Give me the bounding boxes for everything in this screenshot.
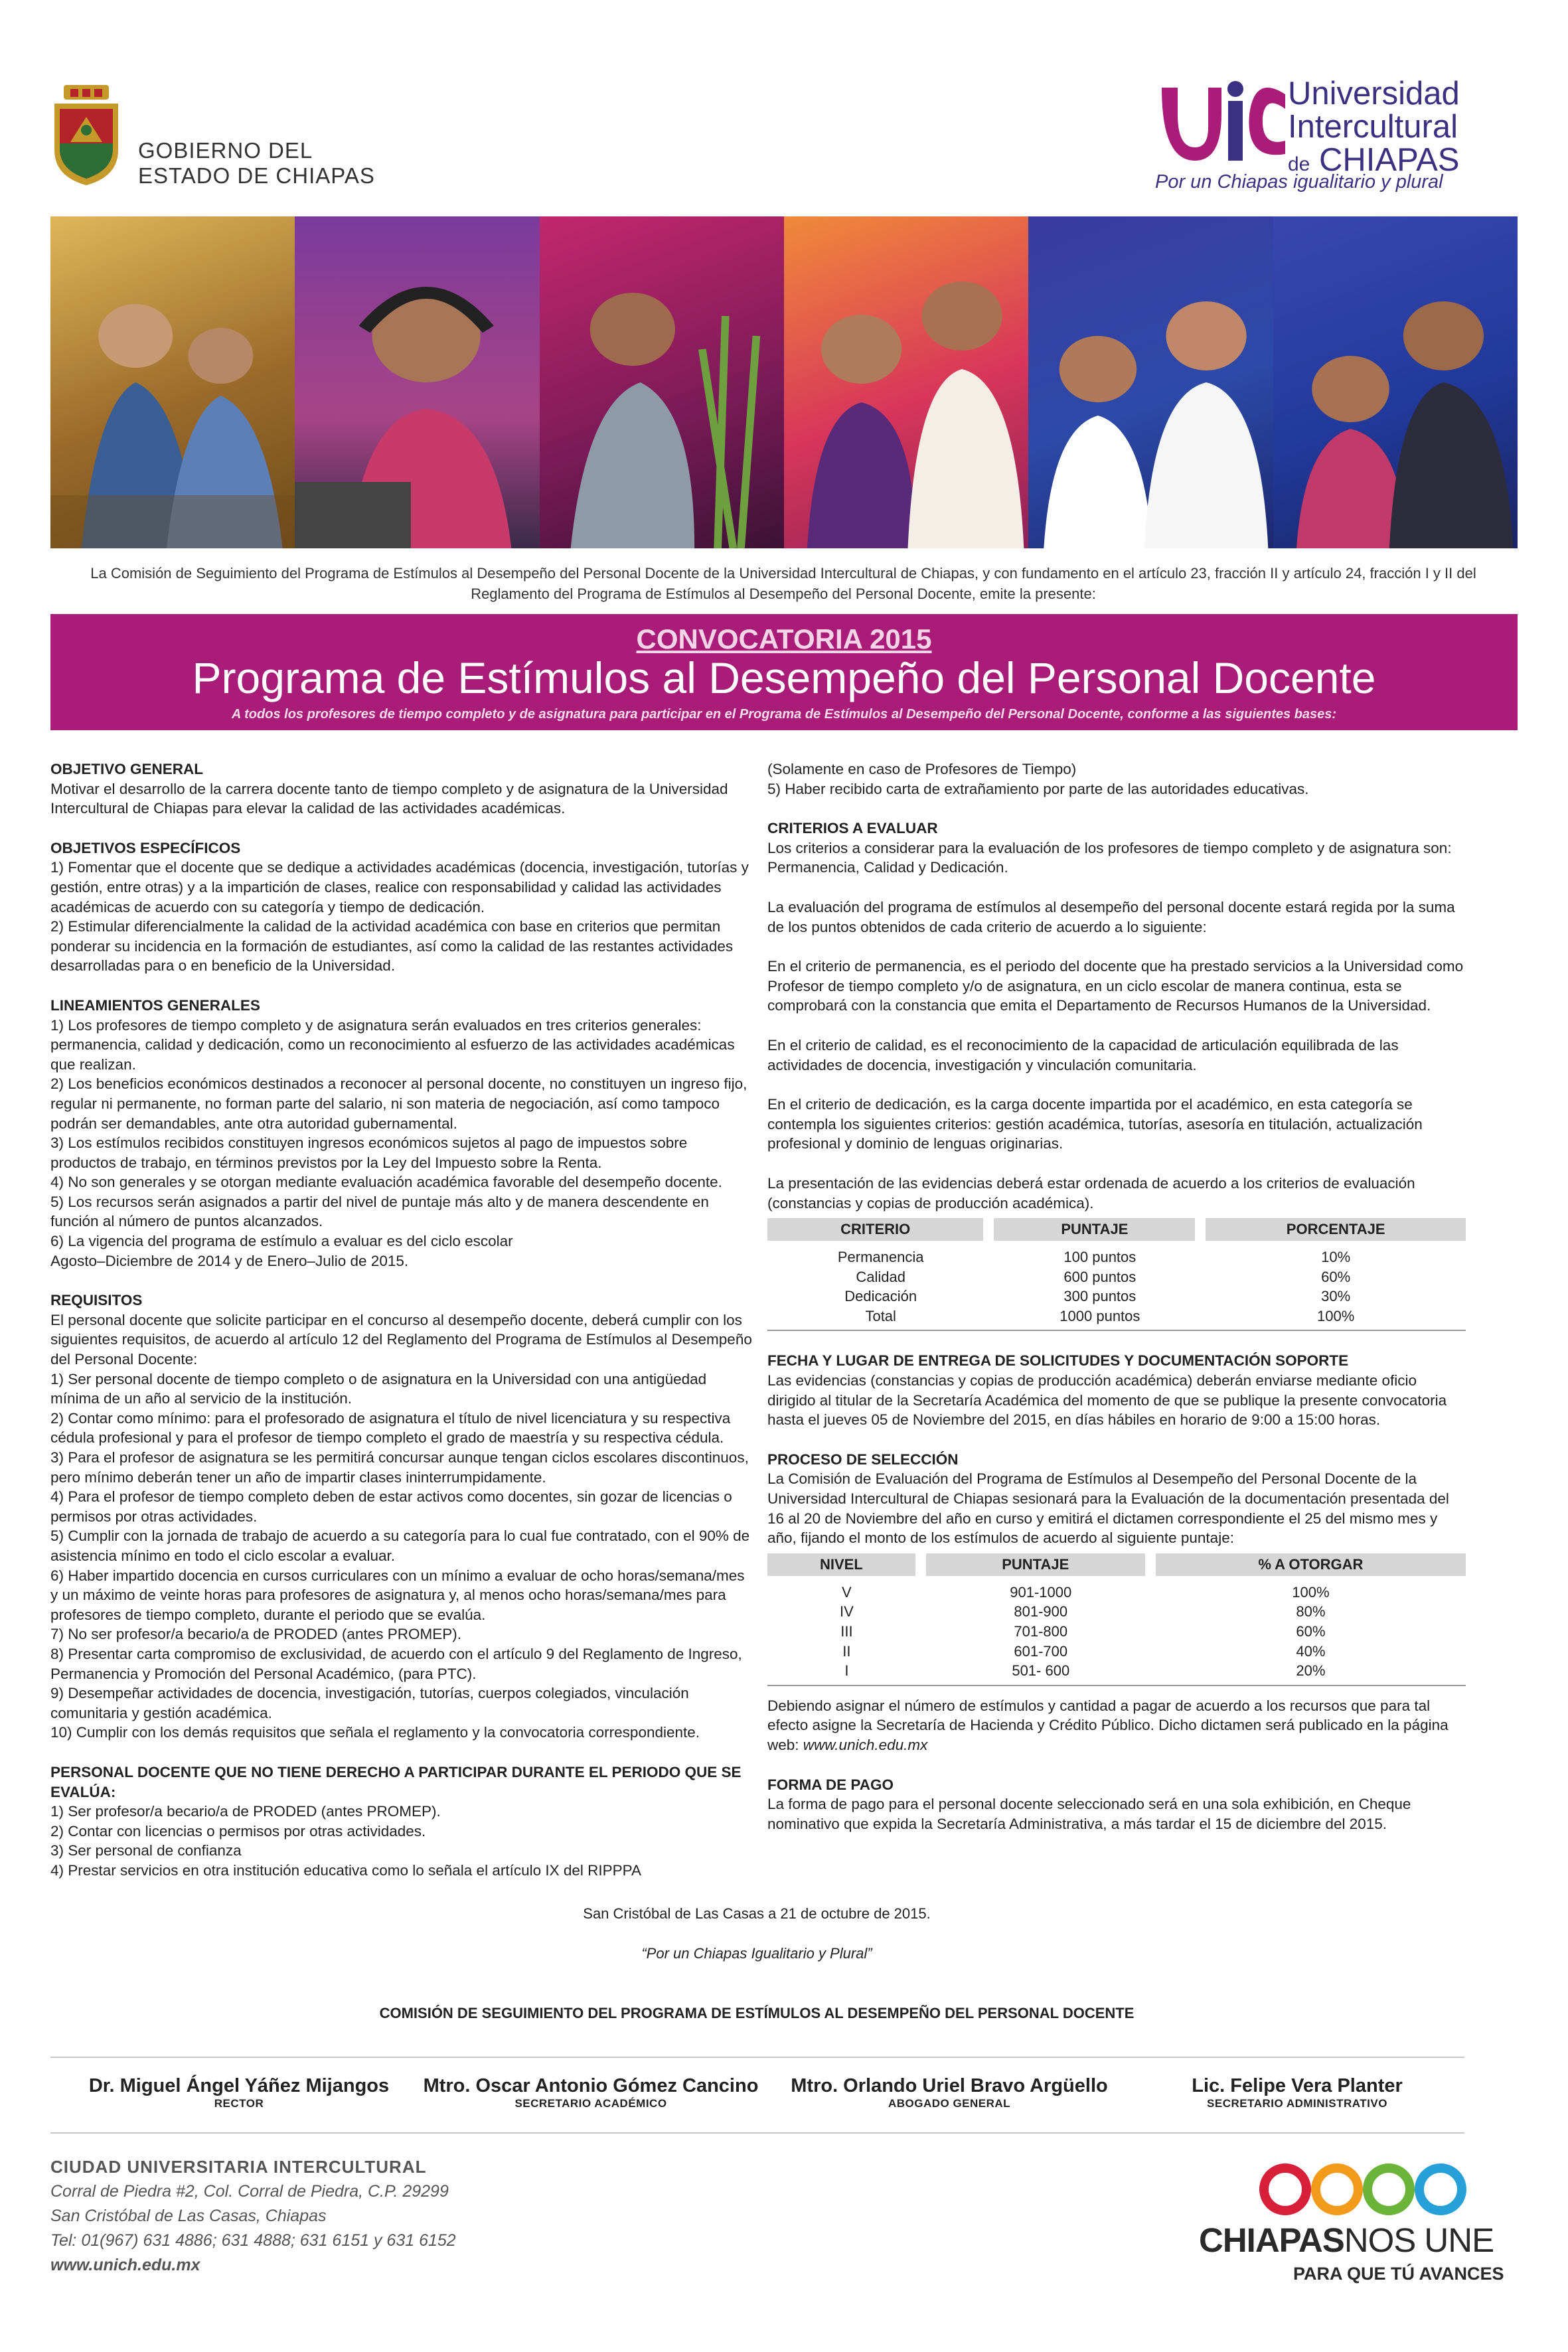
gov-line-1: GOBIERNO DEL xyxy=(138,138,313,163)
lineamiento-item: 3) Los estímulos recibidos constituyen ingresos económicos sujetos al pago de impuestos sobre productos de trabajo, en términos previstos por la Ley del Impuesto sobre la Renta. xyxy=(50,1135,688,1171)
requisito-item: 10) Cumplir con los demás requisitos que señala el reglamento y la convocatoria correspondiente. xyxy=(50,1724,700,1741)
convocatoria-banner xyxy=(50,614,1518,730)
chiapas-nos-une-logo: CHIAPASNOS UNE xyxy=(1199,2221,1494,2259)
signature-secretario-administrativo xyxy=(1125,2075,1470,2110)
objetivo-item: 2) Estimular diferencialmente la calidad de la actividad académica con base en criterios que permitan ponderar su incidencia en la formación de estudiantes, así como la calidad de las restantes actividades desarrolladas para o en beneficio de la Universidad. xyxy=(50,918,734,975)
address-block xyxy=(50,2155,456,2278)
campus-name: CIUDAD UNIVERSITARIA INTERCULTURAL xyxy=(50,2157,427,2177)
requisito-item: 8) Presentar carta compromiso de exclusividad, de acuerdo con el artículo 9 del Reglamento de Ingreso, Permanencia y Promoción del Personal Académico, (para PTC). xyxy=(50,1645,742,1682)
table-header: PUNTAJE xyxy=(994,1218,1206,1241)
requisito-item: 1) Ser personal docente de tiempo completo o de asignatura en la Universidad con una antigüedad mínima de un año al servicio de la institución. xyxy=(50,1370,707,1407)
lineamientos-heading: LINEAMIENTOS GENERALES xyxy=(50,996,260,1014)
no-derecho-item: 2) Contar con licencias o permisos por otras actividades. xyxy=(50,1822,426,1840)
signer-role: ABOGADO GENERAL xyxy=(888,2097,1011,2110)
chiapas-nos-une-tagline: PARA QUE TÚ AVANCES xyxy=(1293,2264,1504,2284)
website-link[interactable]: www.unich.edu.mx xyxy=(50,2256,200,2274)
chiapas-coat-of-arms-icon xyxy=(50,84,122,187)
objetivo-general-heading: OBJETIVO GENERAL xyxy=(50,761,204,777)
lineamiento-item: 5) Los recursos serán asignados a partir del nivel de puntaje más alto y de manera descendente en función al número de puntos alcanzados. xyxy=(50,1193,709,1230)
proceso-heading: PROCESO DE SELECCIÓN xyxy=(767,1450,959,1468)
signer-role: SECRETARIO ACADÉMICO xyxy=(514,2097,667,2110)
photo-plant-woman xyxy=(540,216,784,548)
left-column xyxy=(50,759,753,1880)
web-link[interactable]: www.unich.edu.mx xyxy=(803,1736,928,1753)
signer-name: Lic. Felipe Vera Planter xyxy=(1192,2075,1403,2096)
convocatoria-label: CONVOCATORIA 2015 xyxy=(636,623,932,655)
signer-name: Mtro. Orlando Uriel Bravo Argüello xyxy=(791,2075,1108,2096)
no-derecho-item: 4) Prestar servicios en otra institución educativa como lo señala el artículo IX del RIPPPA xyxy=(50,1861,642,1879)
government-name xyxy=(138,138,375,189)
commission-name: COMISIÓN DE SEGUIMIENTO DEL PROGRAMA DE ESTÍMULOS AL DESEMPEÑO DEL PERSONAL DOCENTE xyxy=(379,2005,1135,2021)
pago-heading: FORMA DE PAGO xyxy=(767,1776,894,1793)
table-row: III 701-800 60% xyxy=(840,1623,1326,1640)
requisito-item: 4) Para el profesor de tiempo completo deben de estar activos como docentes, sin gozar de licencias o permisos por otras actividades. xyxy=(50,1488,732,1525)
table-header: PORCENTAJE xyxy=(1206,1218,1466,1241)
lineamiento-item: Agosto–Diciembre de 2014 y de Enero–Julio de 2015. xyxy=(50,1252,409,1269)
photo-smiling-couple xyxy=(1273,216,1518,548)
unich-logo-icon xyxy=(1155,74,1288,174)
program-title: Programa de Estímulos al Desempeño del Personal Docente xyxy=(192,653,1376,702)
no-derecho-item: 1) Ser profesor/a becario/a de PRODED (antes PROMEP). xyxy=(50,1803,441,1820)
objetivo-item: 1) Fomentar que el docente que se dedique a actividades académicas (docencia, investigación, tutorías y gestión, entre otras) y a la impartición de clases, realice con responsabilidad y calidad las actividades académicas de acuerdo con su categoría y tiempo de dedicación. xyxy=(50,859,749,915)
table-header: PUNTAJE xyxy=(926,1553,1156,1576)
unich-line-3: CHIAPAS xyxy=(1319,142,1460,178)
signature-abogado xyxy=(777,2075,1122,2110)
requisito-item: 7) No ser profesor/a becario/a de PRODED (antes PROMEP). xyxy=(50,1626,461,1643)
lineamiento-item: 6) La vigencia del programa de estímulo a evaluar es del ciclo escolar xyxy=(50,1233,513,1250)
banner-subtitle: A todos los profesores de tiempo completo y de asignatura para participar en el Programa de Estímulos al Desempeño del Personal Docente, conforme a las siguientes bases: xyxy=(231,707,1337,722)
criterios-paragraph: Los criterios a considerar para la evaluación de los profesores de tiempo completo y de asignatura son: Permanencia, Calidad y Dedicación. xyxy=(767,839,1452,876)
motto: “Por un Chiapas Igualitario y Plural” xyxy=(641,1945,872,1962)
signer-role: RECTOR xyxy=(214,2097,264,2110)
no-derecho-item: 3) Ser personal de confianza xyxy=(50,1842,242,1859)
table-row: Permanencia 100 puntos 10% xyxy=(837,1249,1351,1266)
asignar-paragraph: Debiendo asignar el número de estímulos y cantidad a pagar de acuerdo a los recursos que para tal efecto asigne la Secretaría de Hacienda y Crédito Público. Dicho dictamen será publicado en la página web: xyxy=(767,1697,1449,1753)
criterios-paragraph: En el criterio de permanencia, es el periodo del docente que ha prestado servicios a la Universidad como Profesor de tiempo completo y/o de asignatura, en un ciclo escolar de manera continua, esta se comprobará con la constancia que emita el Departamento de Recursos Humanos de la Universidad. xyxy=(767,958,1464,1014)
signer-role: SECRETARIO ADMINISTRATIVO xyxy=(1207,2097,1387,2110)
criterios-paragraph: En el criterio de calidad, es el reconocimiento de la capacidad de articulación equilibrada de las actividades de docencia, investigación y vinculación comunitaria. xyxy=(767,1036,1399,1073)
divider xyxy=(50,2132,1464,2134)
objetivo-general-text: Motivar el desarrollo de la carrera docente tanto de tiempo completo y de asignatura de la Universidad Intercultural de Chiapas para elevar la calidad de las actividades académicas. xyxy=(50,780,728,817)
phone-line: Tel: 01(967) 631 4886; 631 4888; 631 6151 y 631 6152 xyxy=(50,2231,456,2250)
photo-strip xyxy=(50,216,1518,548)
signer-name: Mtro. Oscar Antonio Gómez Cancino xyxy=(423,2075,759,2096)
signature-secretario-academico xyxy=(418,2075,763,2110)
requisito-item: 2) Contar como mínimo: para el profesorado de asignatura el título de nivel licenciatura y su respectiva cédula profesional y para el profesor de tiempo completo el grado de maestría y su respectiva cédula. xyxy=(50,1409,731,1447)
table-row: II 601-700 40% xyxy=(842,1642,1326,1660)
photo-radio-woman xyxy=(295,216,539,548)
unich-line-2: Intercultural xyxy=(1288,109,1458,145)
criterios-paragraph: La presentación de las evidencias deberá estar ordenada de acuerdo a los criterios de evaluación (constancias y copias de producción académica). xyxy=(767,1174,1415,1212)
requisito-item: 9) Desempeñar actividades de docencia, investigación, tutorías, cuerpos colegiados, vinculación comunitaria y gestión académica. xyxy=(50,1685,689,1721)
requisito-item: 5) Cumplir con la jornada de trabajo de acuerdo a su categoría para lo cual fue contratado, con el 90% de asistencia mínimo en todo el ciclo escolar a evaluar. xyxy=(50,1528,750,1564)
requisitos-heading: REQUISITOS xyxy=(50,1292,143,1309)
photo-students-sky xyxy=(50,216,295,548)
proceso-paragraph: La Comisión de Evaluación del Programa de Estímulos al Desempeño del Personal Docente de la Universidad Intercultural de Chiapas sesionará para la Evaluación de la documentación presentada del 16 al 20 de Noviembre del año en curso y emitirá el dictamen correspondiente el 25 del mismo mes y año, fijando el monto de los estímulos de acuerdo al siguiente puntaje: xyxy=(767,1470,1449,1547)
address-line: San Cristóbal de Las Casas, Chiapas xyxy=(50,2207,327,2225)
divider xyxy=(50,2057,1464,2058)
photo-couple-traditional xyxy=(784,216,1028,548)
right-column xyxy=(767,759,1466,1834)
lineamiento-item: 4) No son generales y se otorgan mediante evaluación académica favorable del desempeño docente. xyxy=(50,1174,722,1191)
no-derecho-heading: PERSONAL DOCENTE QUE NO TIENE DERECHO A PARTICIPAR DURANTE EL PERIODO QUE SE EVALÚA: xyxy=(50,1763,742,1800)
signer-name: Dr. Miguel Ángel Yáñez Mijangos xyxy=(88,2075,390,2096)
fecha-paragraph: Las evidencias (constancias y copias de producción académica) deberán enviarse mediante oficio dirigido al titular de la Secretaría Académica del momento de que se publique la presente convocatoria hasta el jueves 05 de Noviembre del 2015, en días hábiles en horario de 9:00 a 15:00 horas. xyxy=(767,1372,1447,1429)
chiapas-nos-une-rings-icon xyxy=(1259,2159,1468,2220)
objetivos-especificos-heading: OBJETIVOS ESPECÍFICOS xyxy=(50,839,241,856)
nivel-table xyxy=(767,1553,1466,1686)
table-row: Total 1000 puntos 100% xyxy=(767,1306,1466,1332)
unich-de: de xyxy=(1288,153,1310,175)
table-row: I 501- 600 20% xyxy=(767,1661,1466,1686)
lineamiento-item: 2) Los beneficios económicos destinados a reconocer al personal docente, no constituyen un ingreso fijo, regular ni permanente, no forman parte del salario, ni son materia de negociación, así como tampoco podrán ser demandables, ante otra autoridad gubernamental. xyxy=(50,1075,747,1132)
criterios-paragraph: En el criterio de dedicación, es la carga docente impartida por el académico, en esta categoría se contempla los siguientes criterios: gestión académica, tutorías, asesoría en titulación, actualización profesional y dominio de lenguas originarias. xyxy=(767,1096,1423,1152)
criterios-heading: CRITERIOS A EVALUAR xyxy=(767,820,938,837)
table-row: V 901-1000 100% xyxy=(842,1583,1330,1601)
issue-date: San Cristóbal de Las Casas a 21 de octubre de 2015. xyxy=(583,1905,931,1922)
address-line: Corral de Piedra #2, Col. Corral de Piedra, C.P. 29299 xyxy=(50,2182,449,2201)
signature-rector xyxy=(66,2075,412,2110)
requisito-continuation: (Solamente en caso de Profesores de Tiempo) xyxy=(767,761,1077,777)
fecha-heading: FECHA Y LUGAR DE ENTREGA DE SOLICITUDES Y DOCUMENTACIÓN SOPORTE xyxy=(767,1352,1349,1370)
table-row: IV 801-900 80% xyxy=(839,1603,1326,1620)
table-header: CRITERIO xyxy=(767,1218,994,1241)
requisito-continuation: 5) Haber recibido carta de extrañamiento por parte de las autoridades educativas. xyxy=(767,780,1309,797)
pago-paragraph: La forma de pago para el personal docente seleccionado será en una sola exhibición, en Cheque nominativo que expida la Secretaría Administrativa, a más tardar el 15 de diciembre del 2015. xyxy=(767,1796,1411,1832)
intro-text: La Comisión de Seguimiento del Programa de Estímulos al Desempeño del Personal Docente de la Universidad Intercultural de Chiapas, y con fundamento en el artículo 23, fracción II y artículo 24, fracción I y II del Reglamento del Programa de Estímulos al Desempeño del Personal Docente, emite la presente: xyxy=(90,565,1476,602)
table-row: Calidad 600 puntos 60% xyxy=(856,1268,1351,1285)
unich-name xyxy=(1288,77,1460,181)
unich-slogan: Por un Chiapas igualitario y plural xyxy=(1155,171,1443,193)
requisito-item: 3) Para el profesor de asignatura se les permitirá concursar aunque tengan ciclos escolares discontinuos, pero mínimo deberán tener un año de impartir clases ininterrumpidamente. xyxy=(50,1449,749,1486)
requisitos-intro: El personal docente que solicite participar en el concurso al desempeño docente, deberá cumplir con los siguientes requisitos, de acuerdo al artículo 12 del Reglamento del Programa de Estímulos al Desempeño del Personal Docente: xyxy=(50,1311,752,1368)
table-header: NIVEL xyxy=(767,1553,926,1576)
criterios-paragraph: La evaluación del programa de estímulos al desempeño del personal docente estará regida por la suma de los puntos obtenidos de cada criterio de acuerdo a lo siguiente: xyxy=(767,898,1455,935)
lineamiento-item: 1) Los profesores de tiempo completo y de asignatura serán evaluados en tres criterios generales: permanencia, calidad y dedicación, como un reconocimiento al esfuerzo de las actividades académicas que realizan. xyxy=(50,1016,735,1073)
table-row: Dedicación 300 puntos 30% xyxy=(844,1288,1351,1305)
table-header: % A OTORGAR xyxy=(1156,1553,1466,1576)
photo-medical-students xyxy=(1028,216,1273,548)
unich-line-1: Universidad xyxy=(1288,76,1460,112)
gov-line-2: ESTADO DE CHIAPAS xyxy=(138,163,375,188)
requisito-item: 6) Haber impartido docencia en cursos curriculares con un mínimo a evaluar de ocho horas/semana/mes y un máximo de veinte horas para profesores de asignatura y, al menos ocho horas/semana/mes para profesores de tiempo completo, durante el periodo que se evalúa. xyxy=(50,1567,745,1623)
criterios-table xyxy=(767,1218,1466,1331)
